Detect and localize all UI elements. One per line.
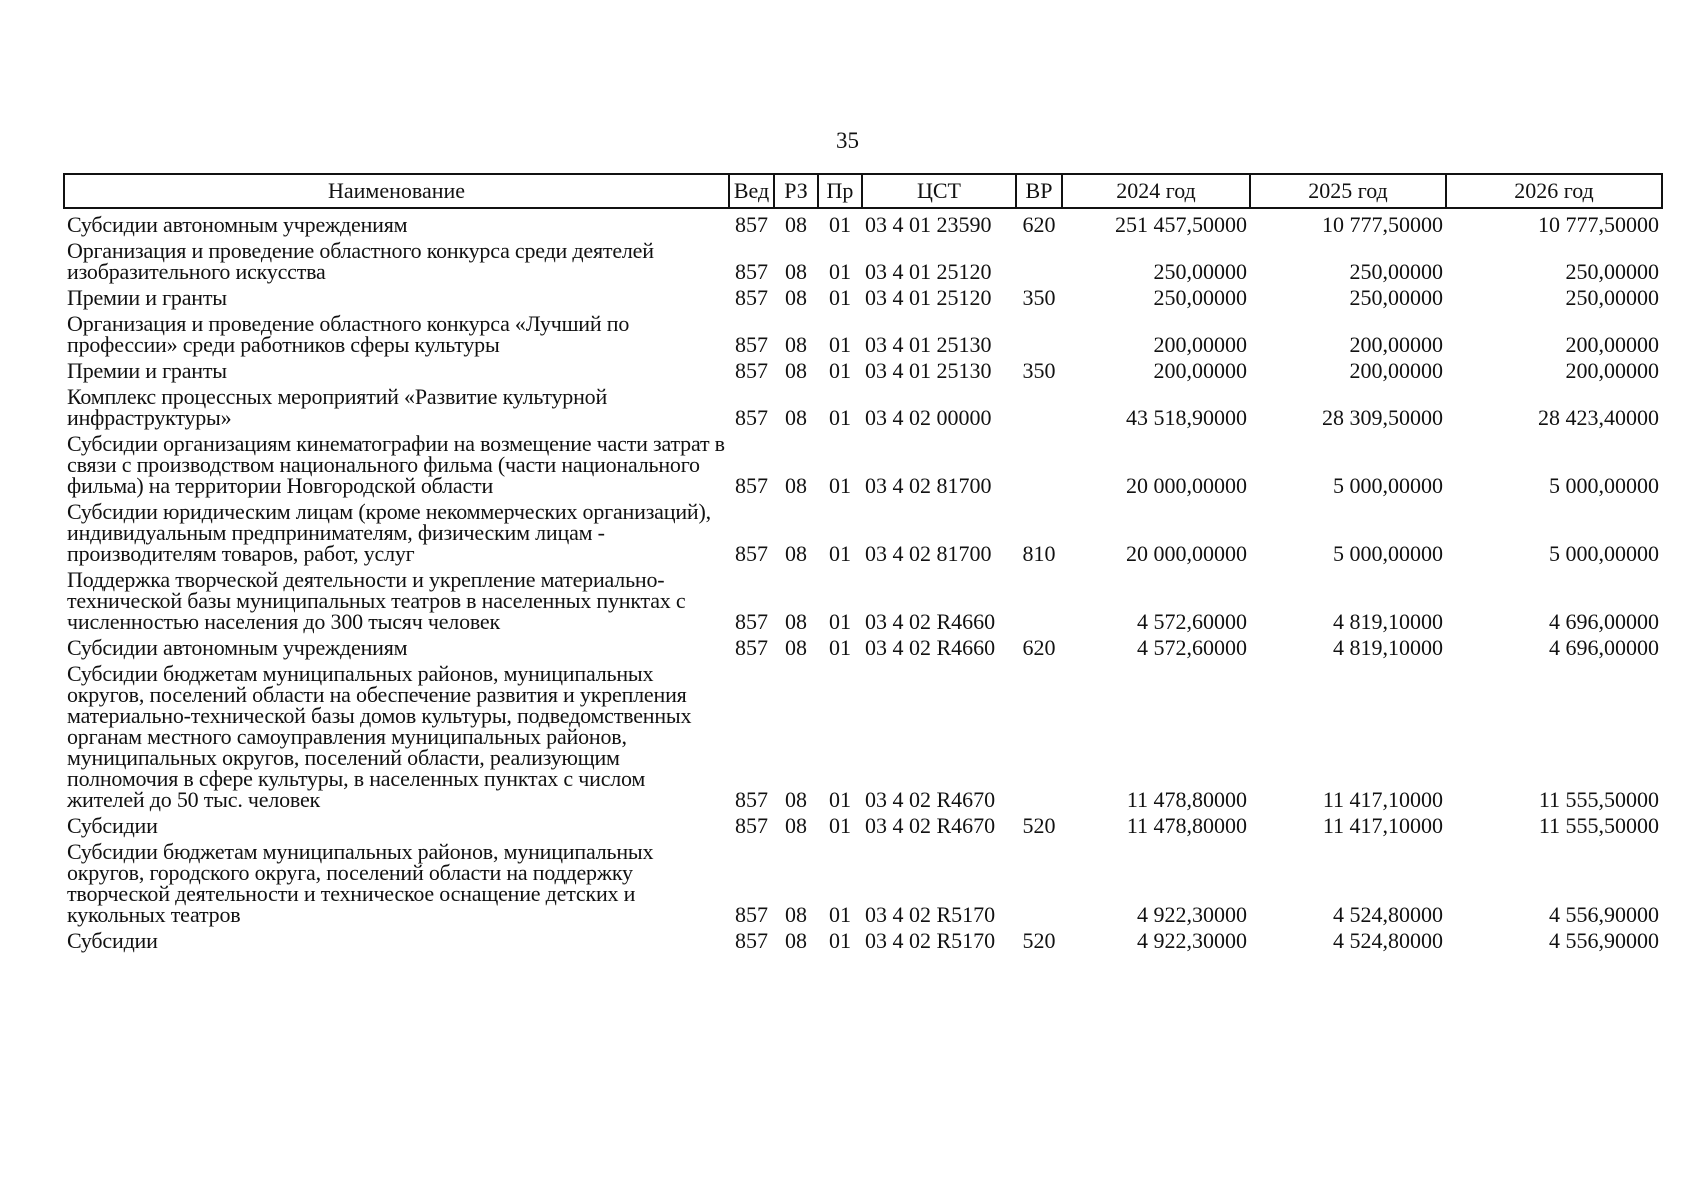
cell-2024: 4 572,60000 bbox=[1137, 635, 1247, 660]
cell-2024: 251 457,50000 bbox=[1115, 212, 1247, 237]
cell-vr bbox=[1016, 428, 1062, 496]
cell-cst: 03 4 02 81700 bbox=[865, 541, 992, 566]
cell-rz: 08 bbox=[785, 473, 807, 498]
cell-pr: 01 bbox=[829, 609, 851, 634]
cell-cst: 03 4 01 23590 bbox=[865, 212, 992, 237]
cell-name: Субсидии бюджетам муниципальных районов, муниципальных округов, поселений области на обеспечение развития и укрепления материально-технической базы домов культуры, подведомственных органам местного самоуправления муниципальных районов, муниципальных округов, поселений области, реализующим полномочия в сфере культуры, в населенных пунктах с числом жителей до 50 тыс. человек bbox=[67, 661, 692, 812]
header-cst: ЦСТ bbox=[862, 174, 1016, 208]
cell-rz: 08 bbox=[785, 358, 807, 383]
cell-rz: 08 bbox=[785, 212, 807, 237]
header-pr: Пр bbox=[818, 174, 862, 208]
table-row bbox=[64, 836, 1662, 925]
cell-2025: 200,00000 bbox=[1349, 358, 1443, 383]
cell-pr: 01 bbox=[829, 813, 851, 838]
cell-2025: 10 777,50000 bbox=[1322, 212, 1443, 237]
table-row bbox=[64, 658, 1662, 810]
cell-cst: 03 4 01 25130 bbox=[865, 358, 992, 383]
cell-ved: 857 bbox=[735, 609, 768, 634]
table-row bbox=[64, 925, 1662, 951]
table-row bbox=[64, 381, 1662, 428]
header-2026: 2026 год bbox=[1446, 174, 1662, 208]
cell-pr: 01 bbox=[829, 332, 851, 357]
cell-pr: 01 bbox=[829, 928, 851, 953]
cell-2026: 5 000,00000 bbox=[1549, 541, 1659, 566]
cell-name: Организация и проведение областного конкурса «Лучший по профессии» среди работников сферы культуры bbox=[67, 311, 630, 357]
cell-2025: 250,00000 bbox=[1349, 259, 1443, 284]
cell-2026: 4 556,90000 bbox=[1549, 928, 1659, 953]
header-rz: РЗ bbox=[774, 174, 818, 208]
header-ved: Вед bbox=[729, 174, 774, 208]
cell-2026: 4 696,00000 bbox=[1549, 609, 1659, 634]
cell-ved: 857 bbox=[735, 259, 768, 284]
cell-cst: 03 4 01 25120 bbox=[865, 259, 992, 284]
cell-name: Организация и проведение областного конкурса среди деятелей изобразительного искусства bbox=[67, 238, 654, 284]
table-row bbox=[64, 235, 1662, 282]
cell-vr: 620 bbox=[1022, 635, 1056, 660]
cell-vr bbox=[1016, 235, 1062, 282]
cell-vr: 620 bbox=[1022, 212, 1056, 237]
cell-rz: 08 bbox=[785, 285, 807, 310]
cell-2024: 11 478,80000 bbox=[1126, 787, 1247, 812]
cell-2024: 4 922,30000 bbox=[1137, 928, 1247, 953]
cell-vr: 520 bbox=[1022, 813, 1056, 838]
cell-vr: 520 bbox=[1022, 928, 1056, 953]
cell-name: Субсидии bbox=[67, 813, 158, 838]
cell-2025: 4 524,80000 bbox=[1333, 902, 1443, 927]
cell-2025: 11 417,10000 bbox=[1322, 787, 1443, 812]
cell-2024: 11 478,80000 bbox=[1126, 813, 1247, 838]
table-row bbox=[64, 496, 1662, 564]
cell-ved: 857 bbox=[735, 928, 768, 953]
cell-vr: 350 bbox=[1022, 285, 1056, 310]
cell-cst: 03 4 02 R4670 bbox=[865, 787, 996, 812]
cell-2024: 20 000,00000 bbox=[1126, 541, 1247, 566]
cell-name: Премии и гранты bbox=[67, 285, 227, 310]
cell-ved: 857 bbox=[735, 358, 768, 383]
cell-2026: 4 556,90000 bbox=[1549, 902, 1659, 927]
cell-ved: 857 bbox=[735, 405, 768, 430]
cell-name: Субсидии автономным учреждениям bbox=[67, 212, 408, 237]
cell-vr bbox=[1016, 564, 1062, 632]
cell-ved: 857 bbox=[735, 473, 768, 498]
header-2024: 2024 год bbox=[1062, 174, 1250, 208]
cell-2024: 250,00000 bbox=[1153, 285, 1247, 310]
cell-rz: 08 bbox=[785, 635, 807, 660]
cell-2025: 250,00000 bbox=[1349, 285, 1443, 310]
cell-cst: 03 4 02 R4670 bbox=[865, 813, 996, 838]
cell-ved: 857 bbox=[735, 902, 768, 927]
table-row bbox=[64, 282, 1662, 308]
cell-pr: 01 bbox=[829, 541, 851, 566]
cell-2026: 250,00000 bbox=[1565, 285, 1659, 310]
cell-cst: 03 4 02 81700 bbox=[865, 473, 992, 498]
cell-2025: 200,00000 bbox=[1349, 332, 1443, 357]
cell-ved: 857 bbox=[735, 285, 768, 310]
cell-cst: 03 4 01 25130 bbox=[865, 332, 992, 357]
cell-2025: 4 819,10000 bbox=[1333, 609, 1443, 634]
cell-rz: 08 bbox=[785, 259, 807, 284]
cell-name: Субсидии автономным учреждениям bbox=[67, 635, 408, 660]
page-number: 35 bbox=[836, 128, 859, 153]
cell-2026: 250,00000 bbox=[1565, 259, 1659, 284]
cell-2024: 20 000,00000 bbox=[1126, 473, 1247, 498]
cell-2024: 200,00000 bbox=[1153, 358, 1247, 383]
cell-2024: 4 922,30000 bbox=[1137, 902, 1247, 927]
cell-ved: 857 bbox=[735, 787, 768, 812]
cell-2025: 5 000,00000 bbox=[1333, 473, 1443, 498]
cell-rz: 08 bbox=[785, 405, 807, 430]
cell-cst: 03 4 02 R5170 bbox=[865, 928, 996, 953]
cell-pr: 01 bbox=[829, 473, 851, 498]
cell-cst: 03 4 02 R4660 bbox=[865, 609, 996, 634]
cell-ved: 857 bbox=[735, 332, 768, 357]
table-row bbox=[64, 308, 1662, 355]
cell-pr: 01 bbox=[829, 259, 851, 284]
cell-pr: 01 bbox=[829, 787, 851, 812]
cell-name: Субсидии юридическим лицам (кроме некоммерческих организаций), индивидуальным предпринимателям, физическим лицам - производителям товаров, работ, услуг bbox=[67, 499, 711, 566]
cell-2024: 200,00000 bbox=[1153, 332, 1247, 357]
cell-rz: 08 bbox=[785, 787, 807, 812]
cell-rz: 08 bbox=[785, 902, 807, 927]
cell-name: Субсидии bbox=[67, 928, 158, 953]
cell-2024: 250,00000 bbox=[1153, 259, 1247, 284]
cell-cst: 03 4 02 R5170 bbox=[865, 902, 996, 927]
header-2025: 2025 год bbox=[1250, 174, 1446, 208]
cell-name: Премии и гранты bbox=[67, 358, 227, 383]
budget-table bbox=[63, 173, 1663, 951]
cell-rz: 08 bbox=[785, 928, 807, 953]
cell-rz: 08 bbox=[785, 609, 807, 634]
cell-cst: 03 4 01 25120 bbox=[865, 285, 992, 310]
cell-rz: 08 bbox=[785, 813, 807, 838]
cell-pr: 01 bbox=[829, 635, 851, 660]
cell-2026: 5 000,00000 bbox=[1549, 473, 1659, 498]
cell-vr bbox=[1016, 308, 1062, 355]
cell-2026: 10 777,50000 bbox=[1538, 212, 1659, 237]
cell-name: Поддержка творческой деятельности и укрепление материально-технической базы муниципальных театров в населенных пунктах с численностью населения до 300 тысяч человек bbox=[67, 567, 686, 634]
cell-2025: 5 000,00000 bbox=[1333, 541, 1443, 566]
header-row bbox=[64, 174, 1662, 208]
table-row bbox=[64, 564, 1662, 632]
cell-ved: 857 bbox=[735, 212, 768, 237]
table-row bbox=[64, 810, 1662, 836]
cell-2025: 11 417,10000 bbox=[1322, 813, 1443, 838]
cell-2026: 4 696,00000 bbox=[1549, 635, 1659, 660]
table-row bbox=[64, 428, 1662, 496]
cell-pr: 01 bbox=[829, 285, 851, 310]
cell-2026: 11 555,50000 bbox=[1538, 787, 1659, 812]
cell-ved: 857 bbox=[735, 635, 768, 660]
cell-ved: 857 bbox=[735, 541, 768, 566]
cell-2026: 28 423,40000 bbox=[1538, 405, 1659, 430]
table-row bbox=[64, 632, 1662, 658]
cell-name: Комплекс процессных мероприятий «Развитие культурной инфраструктуры» bbox=[67, 384, 608, 430]
cell-pr: 01 bbox=[829, 358, 851, 383]
cell-2025: 4 524,80000 bbox=[1333, 928, 1443, 953]
cell-2024: 43 518,90000 bbox=[1126, 405, 1247, 430]
cell-rz: 08 bbox=[785, 541, 807, 566]
cell-pr: 01 bbox=[829, 212, 851, 237]
cell-pr: 01 bbox=[829, 902, 851, 927]
cell-2026: 200,00000 bbox=[1565, 332, 1659, 357]
header-name: Наименование bbox=[64, 174, 729, 208]
cell-2025: 4 819,10000 bbox=[1333, 635, 1443, 660]
cell-2026: 200,00000 bbox=[1565, 358, 1659, 383]
cell-cst: 03 4 02 R4660 bbox=[865, 635, 996, 660]
cell-vr bbox=[1016, 381, 1062, 428]
cell-vr: 350 bbox=[1022, 358, 1056, 383]
cell-vr bbox=[1016, 658, 1062, 810]
cell-vr bbox=[1016, 836, 1062, 925]
cell-2024: 4 572,60000 bbox=[1137, 609, 1247, 634]
cell-name: Субсидии организациям кинематографии на возмещение части затрат в связи с производством национального фильма (части национального фильма) на территории Новгородской области bbox=[67, 431, 725, 498]
cell-cst: 03 4 02 00000 bbox=[865, 405, 992, 430]
header-vr: ВР bbox=[1016, 174, 1062, 208]
cell-2026: 11 555,50000 bbox=[1538, 813, 1659, 838]
cell-ved: 857 bbox=[735, 813, 768, 838]
cell-name: Субсидии бюджетам муниципальных районов, муниципальных округов, городского округа, поселений области на поддержку творческой деятельности и техническое оснащение детских и кукольных театров bbox=[67, 839, 654, 927]
cell-2025: 28 309,50000 bbox=[1322, 405, 1443, 430]
cell-vr: 810 bbox=[1022, 541, 1056, 566]
cell-pr: 01 bbox=[829, 405, 851, 430]
table-row bbox=[64, 355, 1662, 381]
cell-rz: 08 bbox=[785, 332, 807, 357]
table-row bbox=[64, 208, 1662, 235]
